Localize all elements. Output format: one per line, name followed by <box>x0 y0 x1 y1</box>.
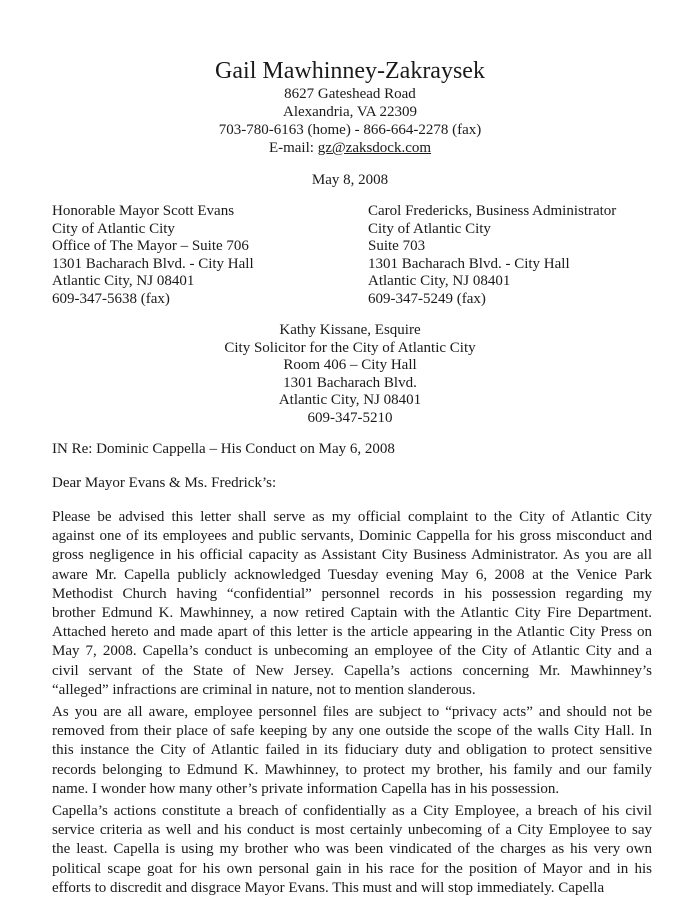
text-line: name. I wonder how many other’s private information Capella has in his possession. <box>52 780 560 797</box>
text-line: Methodist Church having “confidential” personnel records in his possession regarding my <box>52 585 652 602</box>
text-line: records belonging to Edmund K. Mawhinney, to protect my brother, his family and our family <box>52 761 652 778</box>
address-line: Atlantic City, NJ 08401 <box>52 273 195 290</box>
address-line: Atlantic City, NJ 08401 <box>368 273 511 290</box>
text-line: Capella’s actions constitute a breach of confidentially as a City Employee, a breach of his civil <box>52 803 652 819</box>
address-line: Honorable Mayor Scott Evans <box>52 203 235 219</box>
text-line: service criteria as well and his conduct is most certainly unbecoming of a City Employee to say <box>52 822 652 839</box>
text-line: aware Mr. Capella publicly acknowledged Tuesday evening May 6, 2008 at the Venice Park <box>52 566 652 583</box>
subject-line: IN Re: Dominic Cappella – His Conduct on May 6, 2008 <box>52 441 395 457</box>
address-line: City Solicitor for the City of Atlantic City <box>224 339 476 356</box>
sender-email-line <box>0 139 700 158</box>
address-line: 609-347-5638 (fax) <box>52 290 170 307</box>
address-line: Room 406 – City Hall <box>283 357 417 374</box>
recipient-block-administrator <box>368 203 616 309</box>
text-line: against one of its employees and public servants, Dominic Cappella for his gross misconduct and <box>52 528 652 545</box>
address-line: Office of The Mayor – Suite 706 <box>52 238 249 255</box>
text-line: May 7, 2008. Capella’s conduct is unbecoming an employee of the City of Atlantic City and a <box>52 643 652 660</box>
address-line: Carol Fredericks, Business Administrator <box>368 203 617 219</box>
body-paragraph-2 <box>52 703 652 799</box>
letter-date: May 8, 2008 <box>311 172 389 188</box>
sender-name: Gail Mawhinney-Zakraysek <box>215 58 485 84</box>
text-line: this instance the City of Atlantic failed in its fiduciary duty and obligation to protect sensitive <box>52 742 652 759</box>
address-line: Suite 703 <box>368 238 426 255</box>
text-line: political scape goat for his own personal gain in his race for the position of Mayor and in his <box>52 860 652 877</box>
address-line: 1301 Bacharach Blvd. <box>283 374 417 391</box>
email-link[interactable]: gz@zaksdock.com <box>317 140 432 156</box>
address-line: Kathy Kissane, Esquire <box>279 322 421 338</box>
recipient-block-mayor <box>52 203 254 309</box>
text-line: the least. Capella is using my brother who was been vindicated of the charges as his very own <box>52 841 652 858</box>
sender-phone: 703-780-6163 (home) - 866-664-2278 (fax) <box>218 122 482 138</box>
address-line: Atlantic City, NJ 08401 <box>278 392 422 409</box>
address-line: 609-347-5249 (fax) <box>368 290 486 307</box>
address-line: City of Atlantic City <box>52 220 175 237</box>
text-line: gross negligence in his official capacity as Assistant City Business Administrator. As you are all <box>52 547 652 564</box>
body-paragraph-1 <box>52 508 652 700</box>
body-paragraph-3 <box>52 802 652 898</box>
address-line: 1301 Bacharach Blvd. - City Hall <box>52 255 254 272</box>
address-line: 1301 Bacharach Blvd. - City Hall <box>368 255 570 272</box>
text-line: removed from their place of safe keeping by any one outside the scope of the walls City Hall. In <box>52 723 652 740</box>
text-line: brother Edmund K. Mawhinney, a now retired Captain with the Atlantic City Fire Department. <box>52 604 652 621</box>
address-line: City of Atlantic City <box>368 220 491 237</box>
text-line: As you are all aware, employee personnel files are subject to “privacy acts” and should not be <box>52 704 652 720</box>
address-line: 609-347-5210 <box>307 409 393 426</box>
text-line: civil servant of the State of New Jersey. Capella’s actions concerning Mr. Mawhinney’s <box>52 662 652 679</box>
salutation: Dear Mayor Evans & Ms. Fredrick’s: <box>52 475 277 491</box>
text-line: “alleged” infractions are criminal in nature, not to mention slanderous. <box>52 681 476 698</box>
text-line: Please be advised this letter shall serve as my official complaint to the City of Atlantic City <box>52 509 652 525</box>
sender-street: 8627 Gateshead Road <box>284 86 416 102</box>
email-label: E-mail: <box>268 140 318 156</box>
text-line: efforts to discredit and disgrace Mayor Evans. This must and will stop immediately. Capella <box>52 879 605 896</box>
recipient-block-solicitor <box>0 322 700 428</box>
sender-city: Alexandria, VA 22309 <box>282 104 418 120</box>
text-line: Attached hereto and made apart of this letter is the article appearing in the Atlantic City Press on <box>52 624 652 641</box>
